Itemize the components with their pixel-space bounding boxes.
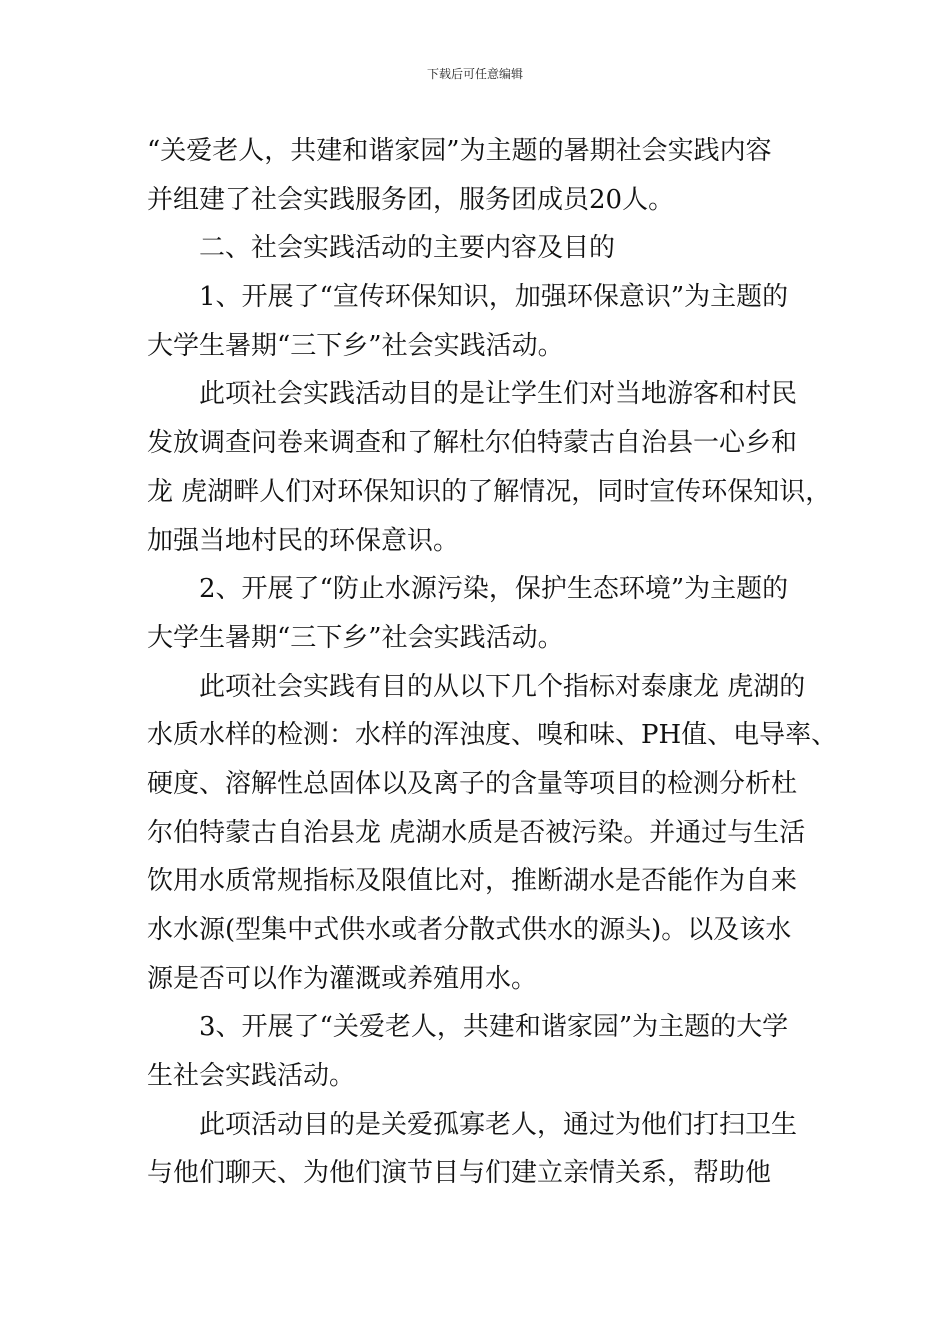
body-text bbox=[147, 127, 838, 1198]
text-line: 大学生暑期“三下乡”社会实践活动。 bbox=[147, 622, 564, 653]
text-line: 尔伯特蒙古自治县龙 虎湖水质是否被污染。并通过与生活 bbox=[147, 817, 806, 848]
text-line: 水水源(型集中式供水或者分散式供水的源头)。以及该水 bbox=[147, 915, 792, 945]
text-line: “关爱老人，共建和谐家园”为主题的暑期社会实践内容 bbox=[147, 136, 772, 166]
text-line: 源是否可以作为灌溉或养殖用水。 bbox=[147, 963, 538, 994]
text-line: 此项社会实践有目的从以下几个指标对泰康龙 虎湖的 bbox=[199, 671, 806, 702]
text-line: 加强当地村民的环保意识。 bbox=[147, 525, 460, 556]
section-heading: 二、社会实践活动的主要内容及目的 bbox=[199, 233, 616, 264]
text-line: 此项社会实践活动目的是让学生们对当地游客和村民 bbox=[199, 379, 798, 410]
text-line: 2、开展了“防止水源污染，保护生态环境”为主题的 bbox=[199, 574, 789, 605]
text-line: 此项活动目的是关爱孤寡老人，通过为他们打扫卫生 bbox=[199, 1109, 798, 1140]
text-line: 发放调查问卷来调查和了解杜尔伯特蒙古自治县一心乡和 bbox=[147, 428, 798, 459]
text-line: 硬度、溶解性总固体以及离子的含量等项目的检测分析杜 bbox=[147, 768, 798, 799]
text-line: 水质水样的检测：水样的浑浊度、嗅和味、PH值、电导率、 bbox=[147, 720, 838, 751]
text-line: 与他们聊天、为他们演节目与们建立亲情关系，帮助他 bbox=[147, 1158, 772, 1189]
text-line: 3、开展了“关爱老人，共建和谐家园”为主题的大学 bbox=[199, 1012, 789, 1043]
page-header: 下载后可任意编辑 bbox=[426, 67, 523, 81]
text-line: 并组建了社会实践服务团，服务团成员20人。 bbox=[147, 184, 675, 215]
text-line: 大学生暑期“三下乡”社会实践活动。 bbox=[147, 330, 564, 361]
text-line: 饮用水质常规指标及限值比对，推断湖水是否能作为自来 bbox=[147, 866, 798, 897]
text-line: 生社会实践活动。 bbox=[147, 1061, 356, 1092]
text-line: 1、开展了“宣传环保知识，加强环保意识”为主题的 bbox=[199, 282, 789, 313]
text-line: 龙 虎湖畔人们对环保知识的了解情况，同时宣传环保知识， bbox=[147, 476, 832, 507]
